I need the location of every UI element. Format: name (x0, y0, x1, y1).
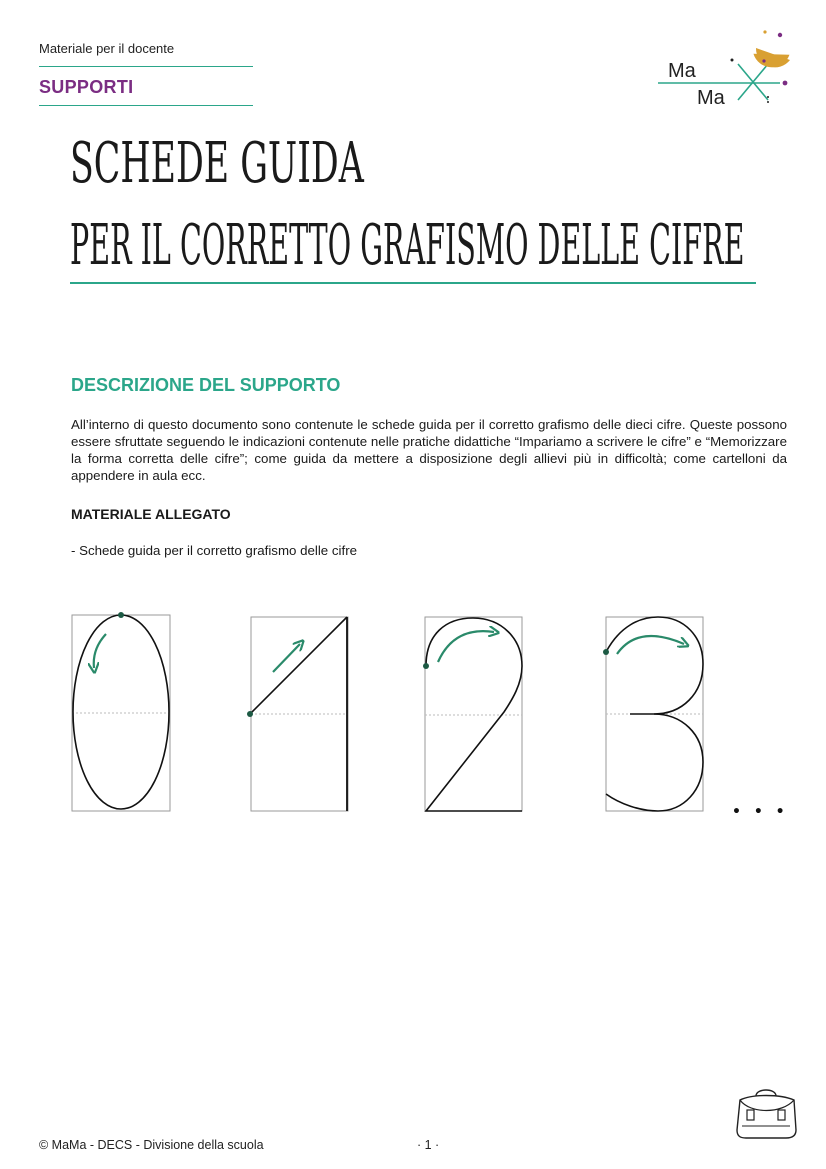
page-title-line-2: PER IL CORRETTO GRAFISMO DELLE CIFRE (70, 213, 745, 278)
header-label: Materiale per il docente (39, 41, 175, 56)
description-heading: DESCRIZIONE DEL SUPPORTO (71, 375, 341, 395)
logo-text-bottom: Ma (697, 87, 725, 109)
description-body: All’interno di questo documento sono contenute le schede guida per il corretto grafismo delle dieci cifre. Queste possono essere sfruttate seguendo le indicazioni contenute nelle pratiche didattiche “Impariamo a scrivere le cifre” e “Memorizzare la forma corretta delle cifre”; come guida da mettere a disposizione degli allievi più in difficoltà; come cartelloni da appendere in aula ecc. (71, 417, 787, 483)
materials-heading: MATERIALE ALLEGATO (71, 506, 231, 522)
footer-copyright: © MaMa - DECS - Divisione della scuola (39, 1138, 264, 1152)
school-bag-icon (734, 1084, 798, 1142)
header-section-label: SUPPORTI (39, 77, 134, 97)
footer-page-number: · 1 · (417, 1138, 440, 1152)
header-divider (39, 66, 253, 67)
digit-three-guide (603, 617, 703, 811)
title-underline (70, 282, 756, 284)
page-title-line-1: SCHEDE GUIDA (70, 131, 364, 196)
more-digits-indicator: • • • (732, 804, 789, 820)
logo-text-top: Ma (668, 60, 696, 82)
digit-two-guide (423, 617, 522, 811)
header-divider (39, 105, 253, 106)
logo-mark-icon (652, 26, 802, 112)
digit-one-guide (247, 617, 348, 811)
digit-guide-illustration (60, 604, 790, 824)
digit-zero-guide (72, 612, 170, 811)
materials-item: - Schede guida per il corretto grafismo delle cifre (71, 543, 358, 558)
